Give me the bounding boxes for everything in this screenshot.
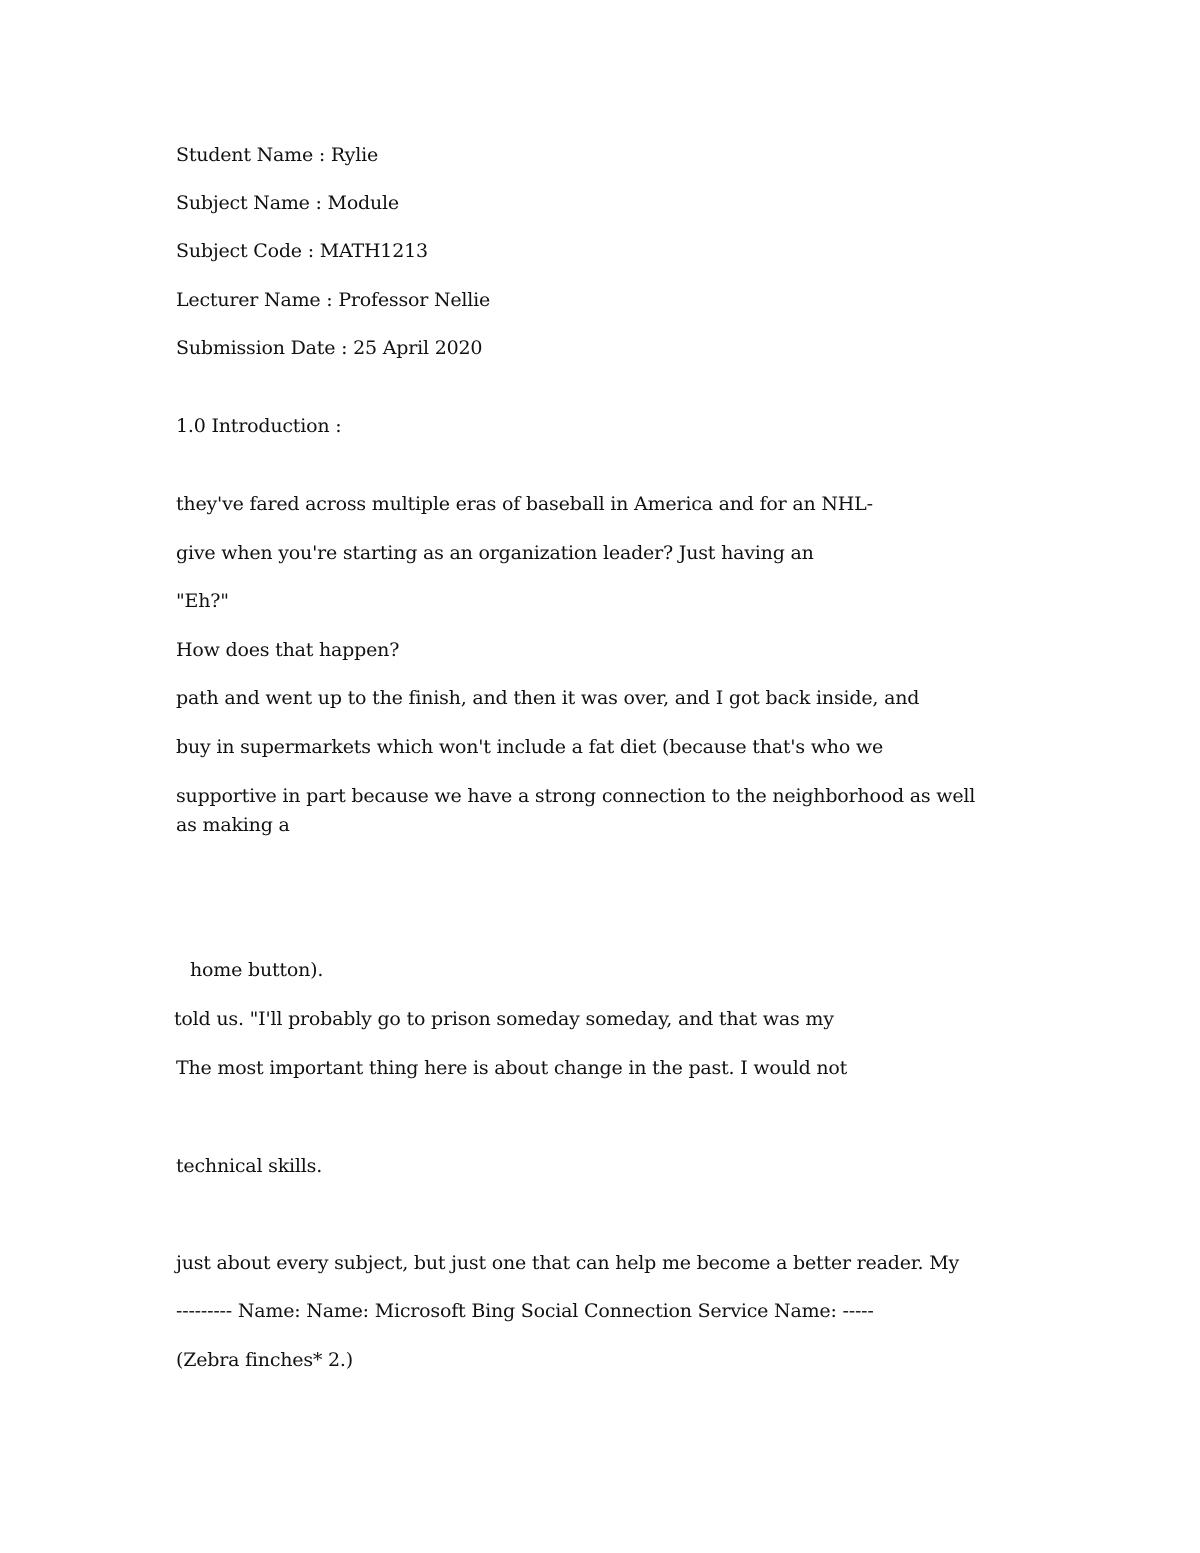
student-name-line: Student Name : Rylie (176, 144, 379, 166)
body-line-2: give when you're starting as an organization leader? Just having an (176, 542, 814, 564)
lecturer-name-line: Lecturer Name : Professor Nellie (176, 289, 491, 311)
body-line-4: How does that happen? (176, 639, 400, 661)
body-line-1: they've fared across multiple eras of baseball in America and for an NHL- (176, 493, 873, 515)
body-line-12: just about every subject, but just one that can help me become a better reader. My (176, 1252, 960, 1274)
body-line-6: buy in supermarkets which won't include a fat diet (because that's who we (176, 736, 884, 758)
body-line-8: home button). (190, 959, 324, 981)
body-line-11: technical skills. (176, 1155, 323, 1177)
section-heading: 1.0 Introduction : (176, 415, 342, 437)
body-line-3: "Eh?" (176, 590, 229, 612)
subject-name-line: Subject Name : Module (176, 192, 399, 214)
body-line-13: --------- Name: Name: Microsoft Bing Social Connection Service Name: ----- (176, 1300, 874, 1322)
body-line-10: The most important thing here is about change in the past. I would not (176, 1057, 848, 1079)
submission-date-line: Submission Date : 25 April 2020 (176, 337, 483, 359)
body-line-7: supportive in part because we have a strong connection to the neighborhood as well as making a (176, 785, 976, 836)
body-line-9: told us. "I'll probably go to prison someday someday, and that was my (174, 1008, 834, 1030)
body-line-5: path and went up to the finish, and then it was over, and I got back inside, and (176, 687, 920, 709)
subject-code-line: Subject Code : MATH1213 (176, 240, 428, 262)
body-line-14: (Zebra finches* 2.) (176, 1349, 353, 1371)
